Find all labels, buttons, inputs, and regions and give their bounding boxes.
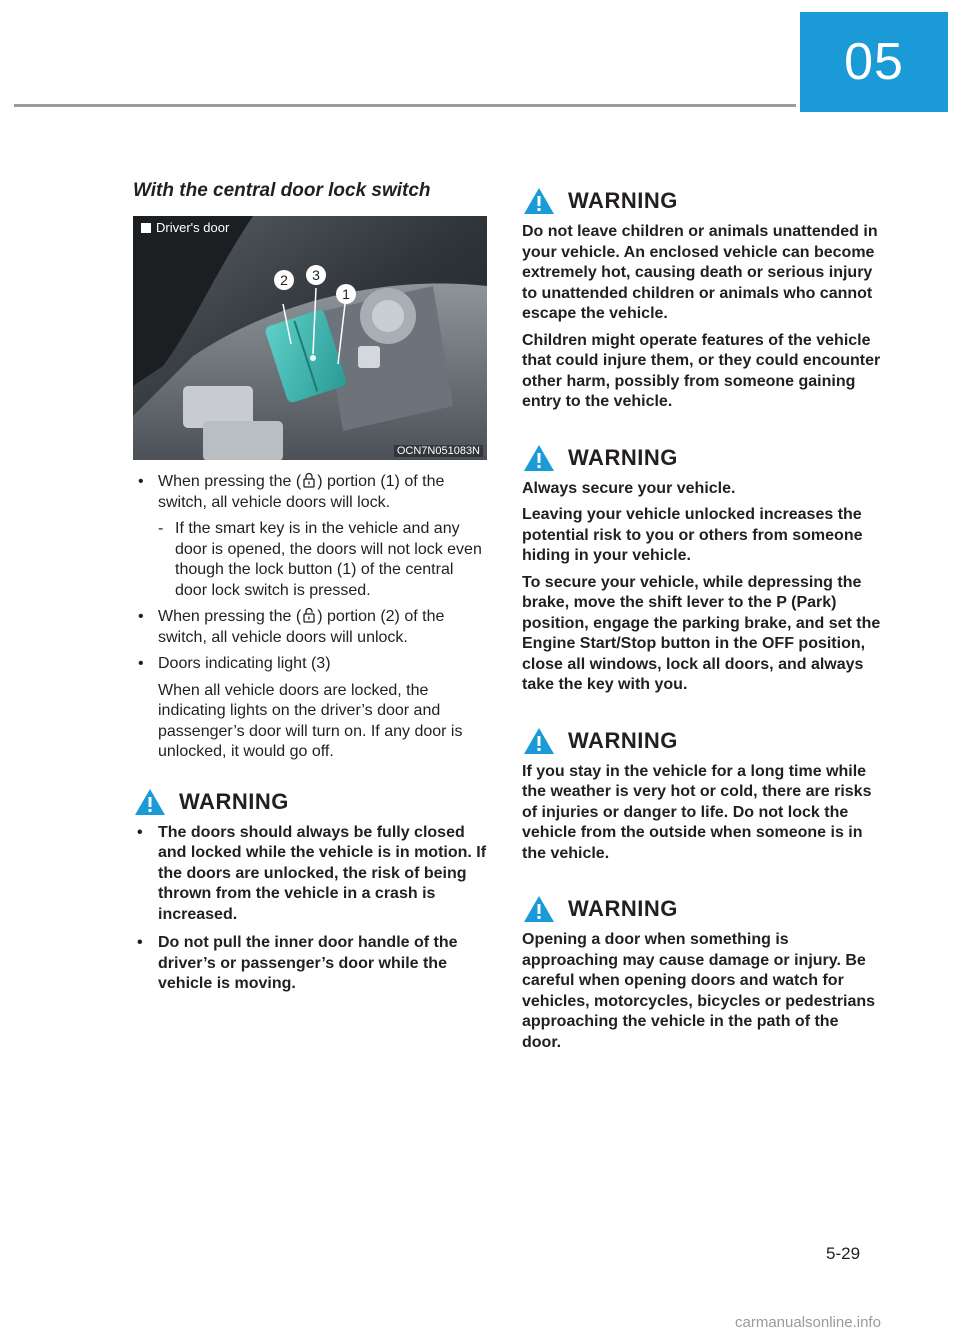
svg-text:2: 2 — [280, 272, 288, 288]
chapter-number: 05 — [844, 33, 904, 91]
warning-block-left — [133, 787, 489, 995]
warning-block-children: WARNING Do not leave children or animals unattended in your vehicle. An enclosed vehicle can become extremely hot, causing death or serious injury to unattended children or animals who cannot escape the vehicle. Children might operate features of the vehicle that could injure them, or they could encounter other harm, possibly from someone gaining entry to the vehicle. — [522, 188, 881, 410]
sub-list-item: - If the smart key is in the vehicle and any door is opened, the doors will not lock even though the lock button (1) of the central door lock switch is pressed. — [158, 520, 482, 599]
unlock-icon — [303, 607, 315, 623]
right-column — [522, 176, 882, 1059]
svg-text:1: 1 — [342, 286, 350, 302]
warning-title: WARNING — [568, 896, 678, 921]
callout-1 — [336, 284, 356, 304]
warning-triangle-icon — [522, 894, 556, 924]
door-switch-figure — [133, 216, 487, 460]
square-bullet-icon — [141, 223, 151, 233]
list-item: • When pressing the ( ) portion (1) of the switch, all vehicle doors will lock. - If the smart key is in the vehicle and any door is opened, the doors will not lock even though the lock button (1) of the central door lock switch is pressed. — [133, 472, 489, 601]
list-item: • When pressing the ( ) portion (2) of the switch, all vehicle doors will unlock. — [138, 608, 445, 646]
warning-triangle-icon — [522, 186, 556, 216]
warning-title: WARNING — [568, 727, 678, 753]
page-number: 5-29 — [826, 1244, 861, 1263]
footer-watermark[interactable]: carmanualsonline.info — [735, 1314, 881, 1331]
section-title: With the central door lock switch — [133, 180, 431, 201]
warning-block-opening-door: WARNING Opening a door when something is approaching may cause damage or injury. Be careful when opening doors and watch for vehicles, motorcycles, bicycles or pedestrians approaching the vehicle in the path of the door. — [522, 896, 876, 1051]
figure-caption — [141, 220, 229, 235]
warning-triangle-icon — [522, 726, 556, 756]
warning-block-secure: WARNING Always secure your vehicle. Leaving your vehicle unlocked increases the potential risk to you or others from someone hiding in your vehicle. To secure your vehicle, while depressing the brake, move the shift lever to the P (Park) position, engage the parking brake, and set the Engine Start/Stop button in the OFF position, close all windows, lock all doors, and always take the key with you. — [522, 444, 881, 693]
figure-caption-text: Driver's door — [156, 220, 230, 235]
warning-triangle-icon — [522, 443, 556, 473]
warning-item: • The doors should always be fully closed and locked while the vehicle is in motion. If the doors are unlocked, the risk of being thrown from the vehicle in a crash is increased. — [137, 823, 487, 923]
chapter-tab — [800, 12, 948, 112]
list-item: • Doors indicating light (3) When all vehicle doors are locked, the indicating lights on the driver’s door and passenger’s door will turn on. If any door is unlocked, it would go off. — [138, 655, 463, 760]
left-column — [133, 176, 489, 1003]
warning-title: WARNING — [568, 444, 678, 470]
header-rule — [14, 104, 796, 107]
callout-3 — [306, 265, 326, 285]
warning-item: • Do not pull the inner door handle of the driver’s or passenger’s door while the vehicle is moving. — [137, 934, 458, 992]
warning-title: WARNING — [568, 188, 678, 213]
lock-icon — [303, 472, 315, 488]
figure-code: OCN7N051083N — [394, 445, 483, 457]
door-panel-illustration — [133, 216, 487, 460]
warning-triangle-icon — [133, 787, 167, 817]
callout-2 — [274, 270, 294, 290]
svg-text:3: 3 — [312, 267, 320, 283]
warning-title: WARNING — [179, 788, 289, 814]
warning-block-weather: WARNING If you stay in the vehicle for a long time while the weather is very hot or cold, there are risks of injuries or danger to life. Do not lock the vehicle from the outside when someone is in the vehicle. — [522, 727, 872, 862]
switch-bullet-list — [133, 472, 489, 763]
